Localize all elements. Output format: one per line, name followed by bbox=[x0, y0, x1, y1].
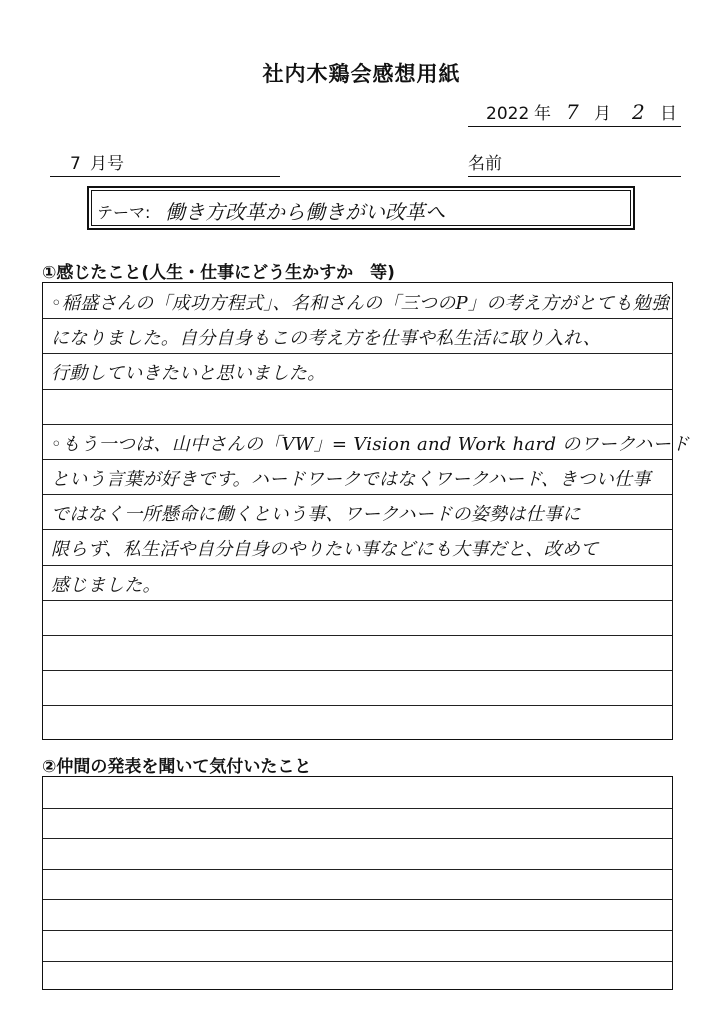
ruled-line bbox=[43, 424, 672, 425]
ruled-line bbox=[43, 670, 672, 671]
handwritten-line: ではなく一所懸命に働くという事、ワークハードの姿勢は仕事に bbox=[51, 504, 581, 526]
ruled-line bbox=[43, 705, 672, 706]
date-year-label: 年 bbox=[534, 104, 551, 124]
section1-lined-area bbox=[42, 282, 690, 740]
ruled-line bbox=[43, 565, 672, 566]
date-month-label: 月 bbox=[594, 104, 611, 124]
ruled-line bbox=[43, 459, 672, 460]
issue-number: 7 bbox=[70, 154, 81, 174]
handwritten-line: という言葉が好きです。ハードワークではなくワークハード、きつい仕事 bbox=[51, 469, 651, 490]
date-day: 2 bbox=[632, 100, 645, 124]
ruled-line bbox=[43, 899, 672, 900]
name-field bbox=[468, 152, 681, 177]
ruled-line bbox=[43, 529, 672, 530]
theme-box bbox=[87, 186, 635, 230]
theme-label: テーマ: bbox=[97, 203, 151, 222]
handwritten-line: ◦もう一つは、山中さんの「VW」= Vision and Work hard のワークハード bbox=[51, 433, 690, 455]
ruled-line bbox=[43, 635, 672, 636]
ruled-line bbox=[43, 494, 672, 495]
issue-field bbox=[50, 152, 280, 177]
handwritten-line: 感じました。 bbox=[51, 574, 161, 596]
ruled-line bbox=[43, 318, 672, 319]
section1-heading: ①感じたこと(人生・仕事にどう生かすか 等) bbox=[42, 263, 395, 283]
ruled-line bbox=[43, 930, 672, 931]
date-year: 2022 bbox=[486, 104, 530, 124]
handwritten-line: ◦稲盛さんの「成功方程式」、名和さんの「三つのP」の考え方がとても勉強 bbox=[51, 293, 670, 314]
name-label: 名前 bbox=[468, 154, 502, 174]
date-month: 7 bbox=[566, 100, 579, 124]
date-day-label: 日 bbox=[660, 104, 677, 124]
theme-text: 働き方改革から働きがい改革へ bbox=[165, 200, 445, 224]
ruled-line bbox=[43, 353, 672, 354]
handwritten-line: 限らず、私生活や自分自身のやりたい事などにも大事だと、改めて bbox=[51, 539, 599, 561]
ruled-line bbox=[43, 808, 672, 809]
issue-label: 月号 bbox=[90, 154, 124, 174]
handwritten-line: になりました。自分自身もこの考え方を仕事や私生活に取り入れ、 bbox=[51, 328, 602, 350]
ruled-line bbox=[43, 389, 672, 390]
section2-heading: ②仲間の発表を聞いて気付いたこと bbox=[42, 757, 312, 777]
ruled-line bbox=[43, 600, 672, 601]
ruled-line bbox=[43, 961, 672, 962]
ruled-line bbox=[43, 869, 672, 870]
ruled-line bbox=[43, 838, 672, 839]
date-field bbox=[468, 100, 681, 127]
form-title: 社内木鶏会感想用紙 bbox=[262, 62, 461, 86]
handwritten-line: 行動していきたいと思いました。 bbox=[51, 363, 326, 385]
section2-lined-area bbox=[42, 776, 673, 990]
